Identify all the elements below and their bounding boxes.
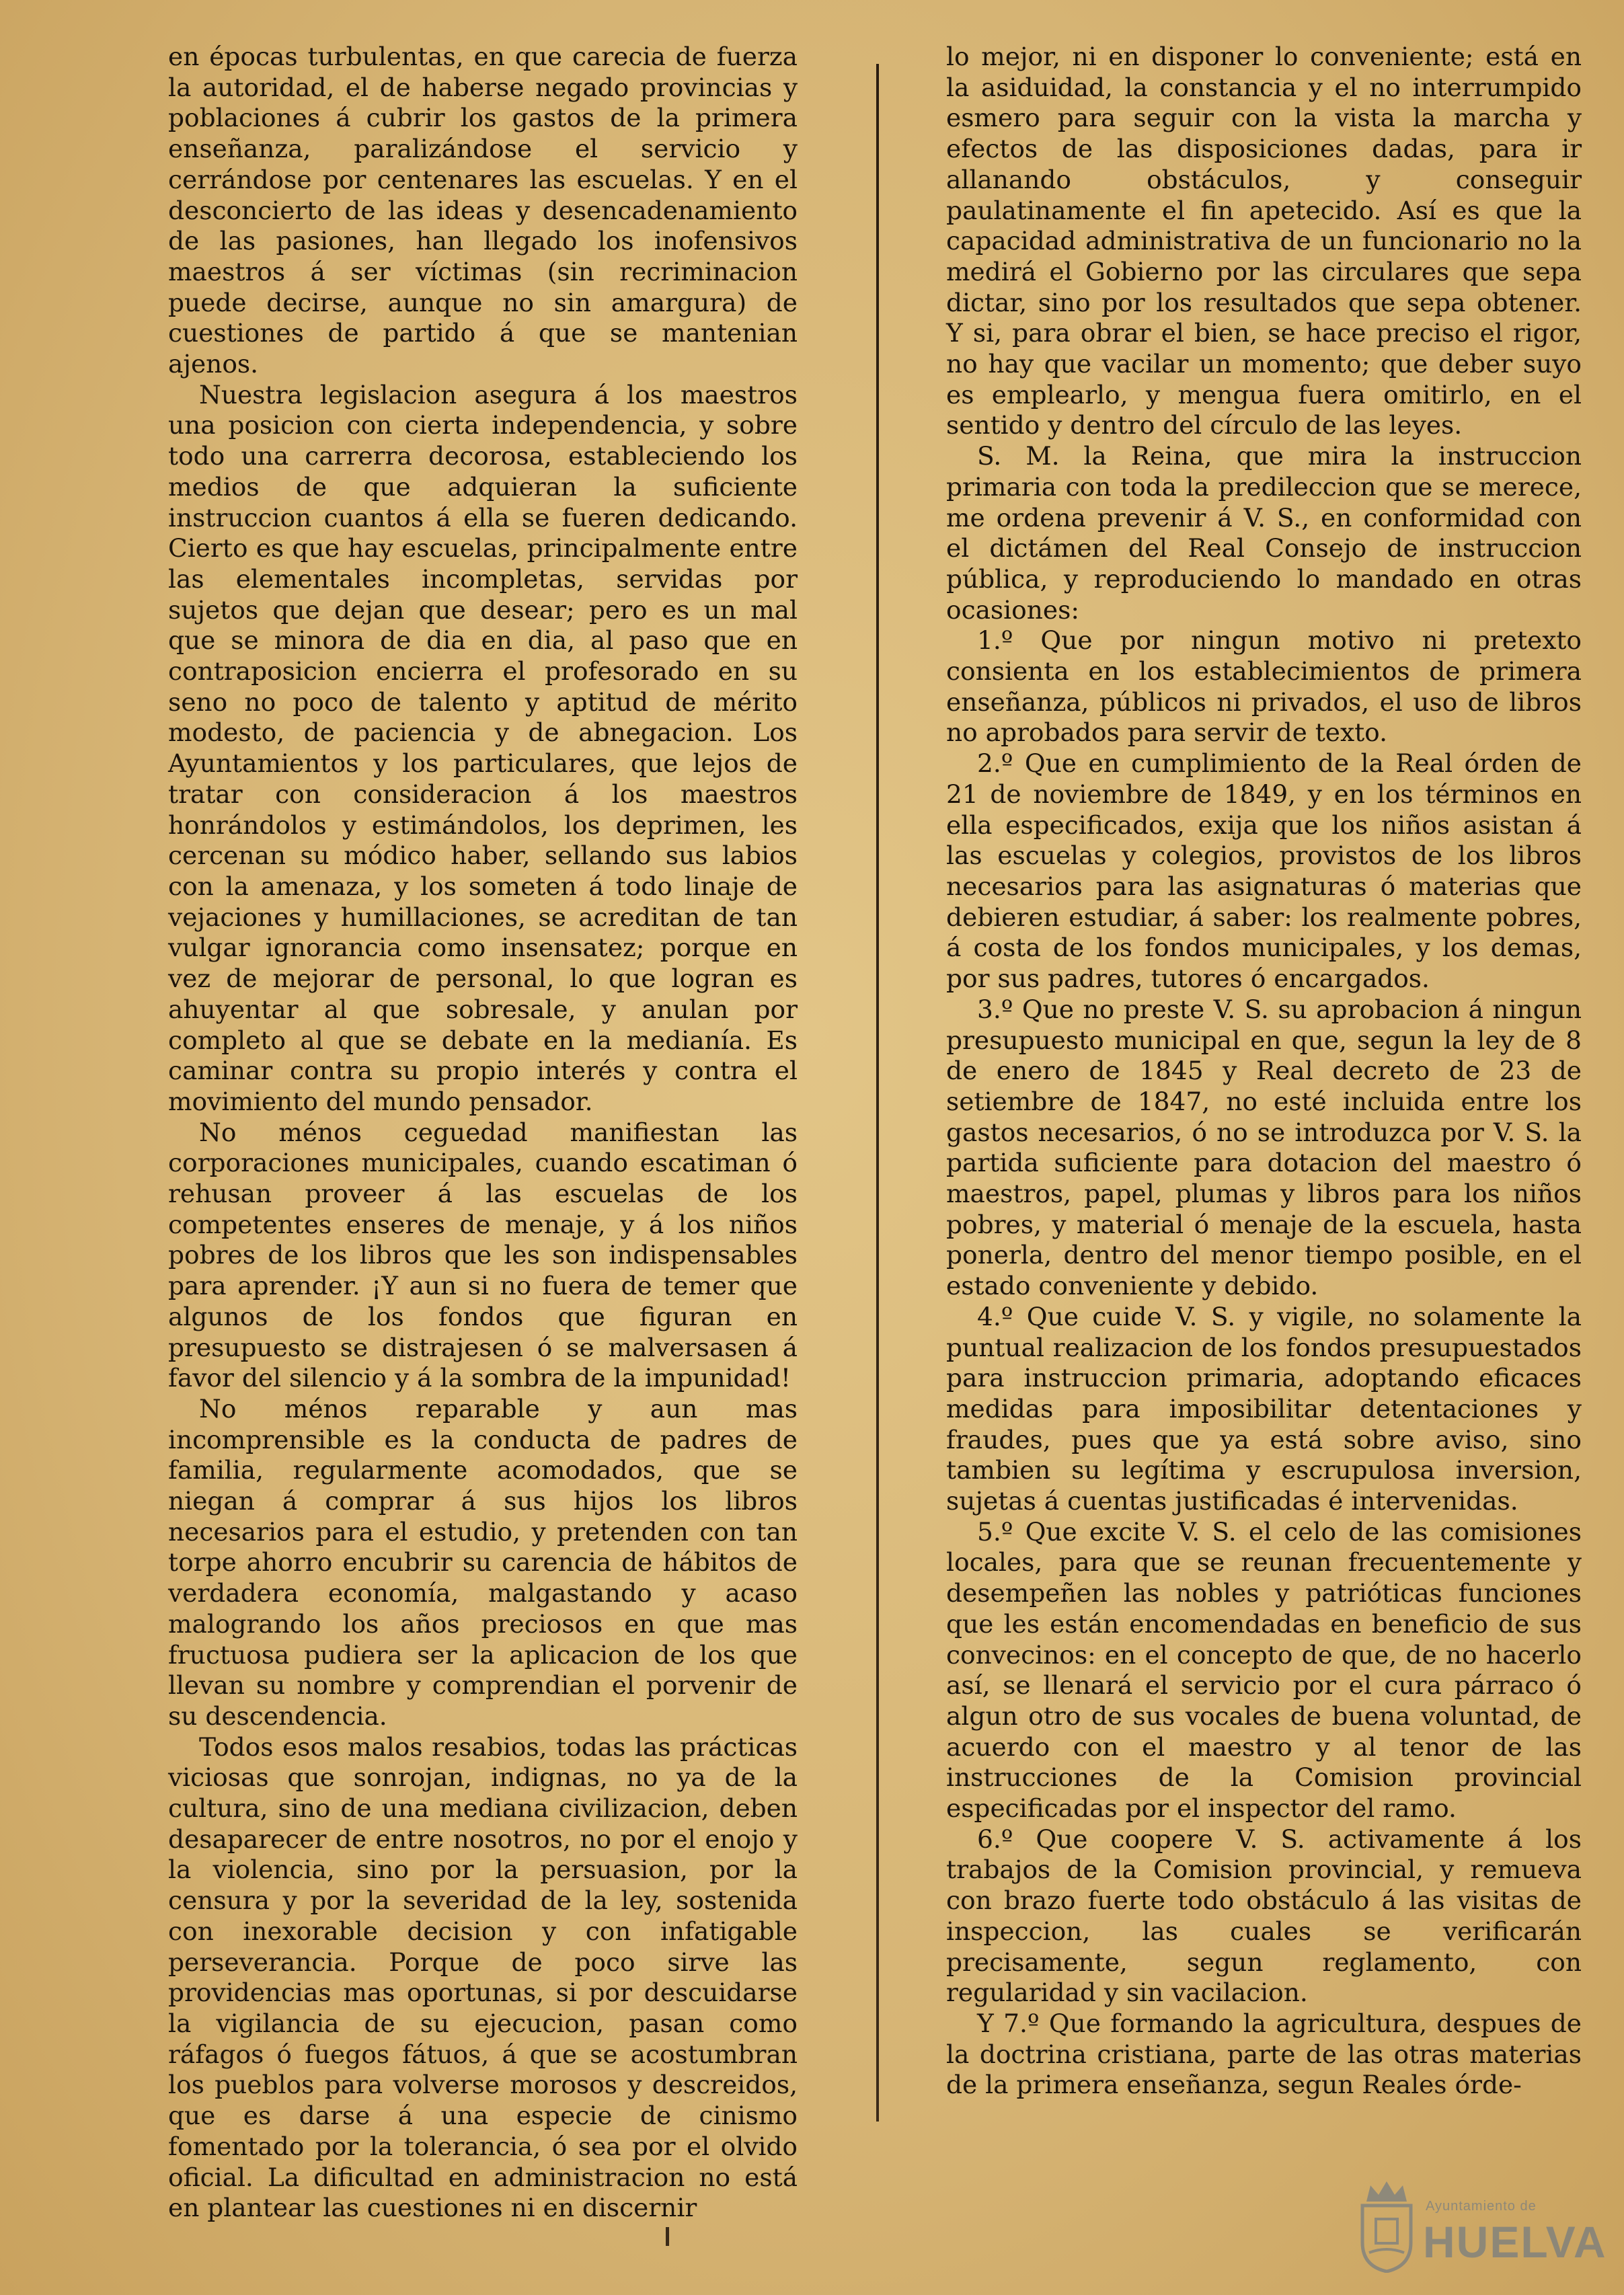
- left-paragraph-2: Nuestra legislacion asegura á los maestros una posicion con cierta independencia, y sobre todo una carrerra decorosa, estableciendo los medios de que adquieran la suficiente instruccion cuantos á ella se fueren dedicando. Cierto es que hay escuelas, principalmente entre las elementales incompletas, servidas por sujetos que dejan que desear; pero es un mal que se minora de dia en dia, al paso que en contraposicion encierra el profesorado en su seno no poco de talento y aptitud de mérito modesto, de paciencia y de abnegacion. Los Ayuntamientos y los particulares, que lejos de tratar con consideracion á los maestros honrándolos y estimándolos, los deprimen, les cercenan su módico haber, sellando sus labios con la amenaza, y los someten á todo linaje de vejaciones y humillaciones, se acreditan de tan vulgar ignorancia como insensatez; porque en vez de mejorar de personal, lo que logran es ahuyentar al que sobresale, y anulan por completo al que se debate en la medianía. Es caminar contra su propio interés y contra el movimiento del mundo pensador.: [168, 379, 798, 1116]
- archive-watermark: [1356, 2179, 1607, 2273]
- article-item-1: 1.º Que por ningun motivo ni pretexto consienta en los establecimientos de primera enseñanza, públicos ni privados, el uso de libros no aprobados para servir de texto.: [946, 625, 1582, 748]
- city-crest-icon: [1356, 2179, 1418, 2273]
- article-item-7: Y 7.º Que formando la agricultura, despues de la doctrina cristiana, parte de las otras materias de la primera enseñanza, segun Reales órde-: [946, 2009, 1582, 2100]
- right-paragraph-2: S. M. la Reina, que mira la instruccion primaria con toda la predileccion que se merece, me ordena prevenir á V. S., en conformidad con el dictámen del Real Consejo de instruccion pública, y reproduciendo lo mandado en otras ocasiones:: [946, 441, 1582, 625]
- left-paragraph-3: No ménos ceguedad manifiestan las corporaciones municipales, cuando escatiman ó rehusan proveer á las escuelas de los competentes enseres de menaje, y á los niños pobres de los libros que les son indispensables para aprender. ¡Y aun si no fuera de temer que algunos de los fondos que figuran en presupuesto se distrajesen ó se malversasen á favor del silencio y á la sombra de la impunidad!: [168, 1117, 798, 1393]
- left-paragraph-1: en épocas turbulentas, en que carecia de fuerza la autoridad, el de haberse negado provincias y poblaciones á cubrir los gastos de la primera enseñanza, paralizándose el servicio y cerrándose por centenares las escuelas. Y en el desconcierto de las ideas y desencadenamiento de las pasiones, han llegado los inofensivos maestros á ser víctimas (sin recriminacion puede decirse, aunque no sin amargura) de cuestiones de partido á que se mantenian ajenos.: [168, 42, 798, 379]
- article-item-5: 5.º Que excite V. S. el celo de las comisiones locales, para que se reunan frecuentemente y desempeñen las nobles y patrióticas funciones que les están encomendadas en beneficio de sus convecinos: en el concepto de que, de no hacerlo así, se llenará el servicio por el cura párraco ó algun otro de sus vocales de buena voluntad, de acuerdo con el maestro y al tenor de las instrucciones de la Comision provincial especificadas por el inspector del ramo.: [946, 1516, 1582, 1824]
- page-mark: [666, 2227, 669, 2246]
- left-column: [168, 42, 798, 2224]
- right-paragraph-1: lo mejor, ni en disponer lo conveniente; está en la asiduidad, la constancia y el no interrumpido esmero para seguir con la vista la marcha y efectos de las disposiciones dadas, para ir allanando obstáculos, y conseguir paulatinamente el fin apetecido. Así es que la capacidad administrativa de un funcionario no la medirá el Gobierno por las circulares que sepa dictar, sino por los resultados que sepa obtener. Y si, para obrar el bien, se hace preciso el rigor, no hay que vacilar un momento; que deber suyo es emplearlo, y mengua fuera omitirlo, en el sentido y dentro del círculo de las leyes.: [946, 42, 1582, 440]
- article-item-6: 6.º Que coopere V. S. activamente á los trabajos de la Comision provincial, y remueva con brazo fuerte todo obstáculo á las visitas de inspeccion, las cuales se verificarán precisamente, segun reglamento, con regularidad y sin vacilacion.: [946, 1824, 1582, 2008]
- article-item-4: 4.º Que cuide V. S. y vigile, no solamente la puntual realizacion de los fondos presupuestados para instruccion primaria, adoptando eficaces medidas para imposibilitar detentaciones y fraudes, pues que ya está sobre aviso, sino tambien su legítima y escrupulosa inversion, sujetas á cuentas justificadas é intervenidas.: [946, 1301, 1582, 1516]
- watermark-city: HUELVA: [1423, 2217, 1607, 2267]
- watermark-org: Ayuntamiento de: [1426, 2199, 1537, 2214]
- article-item-3: 3.º Que no preste V. S. su aprobacion á ningun presupuesto municipal en que, segun la ley de 8 de enero de 1845 y Real decreto de 23 de setiembre de 1847, no esté incluida entre los gastos necesarios, ó no se introduzca por V. S. la partida suficiente para dotacion del maestro ó maestros, papel, plumas y libros para los niños pobres, y material ó menaje de la escuela, hasta ponerla, dentro del menor tiempo posible, en el estado conveniente y debido.: [946, 994, 1582, 1301]
- right-column: [946, 42, 1582, 2101]
- left-paragraph-4: No ménos reparable y aun mas incomprensible es la conducta de padres de familia, regularmente acomodados, que se niegan á comprar á sus hijos los libros necesarios para el estudio, y pretenden con tan torpe ahorro encubrir su carencia de hábitos de verdadera economía, malgastando y acaso malogrando los años preciosos en que mas fructuosa pudiera ser la aplicacion de los que llevan su nombre y comprendian el porvenir de su descendencia.: [168, 1393, 798, 1731]
- column-divider: [876, 64, 879, 2122]
- left-paragraph-5: Todos esos malos resabios, todas las prácticas viciosas que sonrojan, indignas, no ya de la cultura, sino de una mediana civilizacion, deben desaparecer de entre nosotros, no por el enojo y la violencia, sino por la persuasion, por la censura y por la severidad de la ley, sostenida con inexorable decision y con infatigable perseverancia. Porque de poco sirve las providencias mas oportunas, si por descuidarse la vigilancia de su ejecucion, pasan como ráfagos ó fuegos fátuos, á que se acostumbran los pueblos para volverse morosos y descreidos, que es darse á una especie de cinismo fomentado por la tolerancia, ó sea por el olvido oficial. La dificultad en administracion no está en plantear las cuestiones ni en discernir: [168, 1732, 798, 2223]
- article-item-2: 2.º Que en cumplimiento de la Real órden de 21 de noviembre de 1849, y en los términos en ella especificados, exija que los niños asistan á las escuelas y colegios, provistos de los libros necesarios para las asignaturas ó materias que debieren estudiar, á saber: los realmente pobres, á costa de los fondos municipales, y los demas, por sus padres, tutores ó encargados.: [946, 748, 1582, 994]
